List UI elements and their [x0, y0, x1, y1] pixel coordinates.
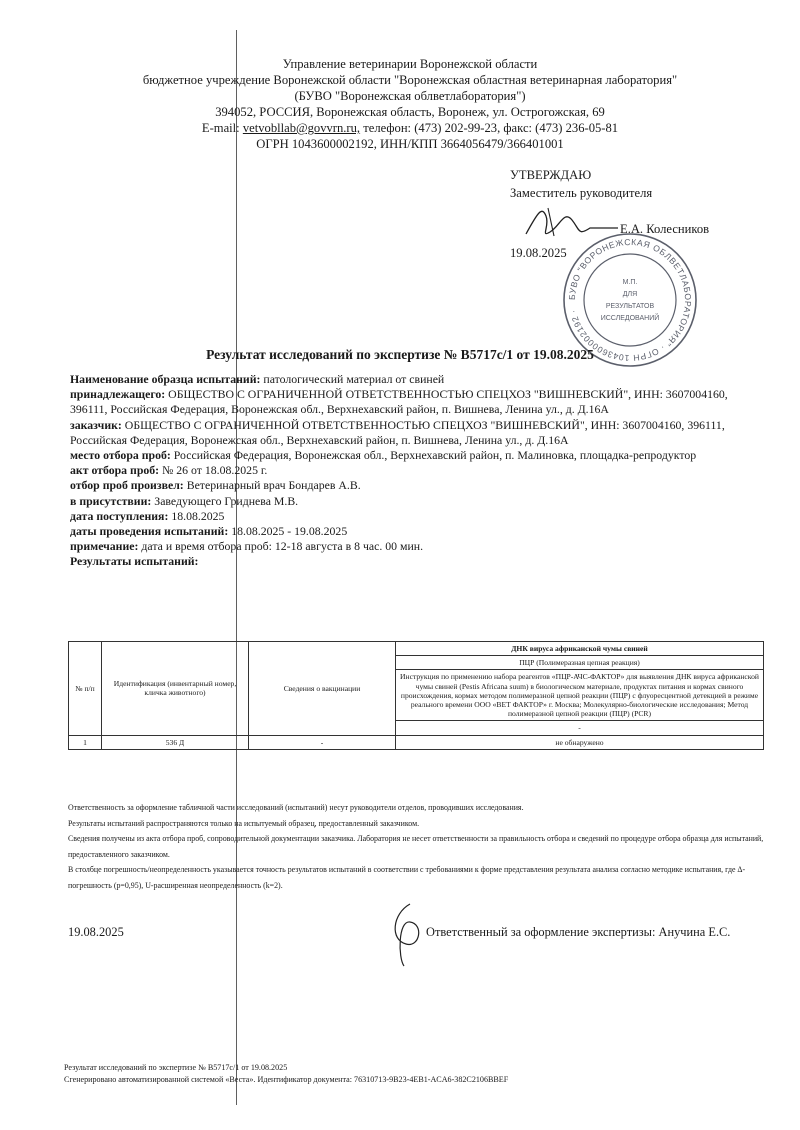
row-vaccination: - [249, 735, 396, 749]
test-dates-row [70, 524, 750, 539]
sample-info [70, 372, 750, 570]
seal-line-1: М.П. [622, 279, 638, 286]
footer-date: 19.08.2025 [68, 925, 124, 939]
owner-label: принадлежащего: [70, 387, 166, 402]
units-header: - [396, 721, 764, 735]
lab-short-name: (БУВО "Воронежская облветлаборатория") [294, 89, 526, 103]
table-row [69, 735, 764, 749]
act-row [70, 463, 750, 478]
customer-value: ОБЩЕСТВО С ОГРАНИЧЕННОЙ ОТВЕТСТВЕННОСТЬЮ СПЕЦХОЗ "ВИШНЕВСКИЙ", ИНН: 3607004160, 396111, Российская Федерация, Воронежская обл., Верхнехавский район, п. Вишнева, Ленина ул., д. Д.16А [70, 417, 725, 447]
row-num: 1 [69, 735, 102, 749]
presence-value: Заведующего Гриднева М.В. [154, 493, 299, 508]
sample-label: Наименование образца испытаний: [70, 372, 261, 386]
bottom-line-1: Результат исследований по экспертизе № В5717с/1 от 19.08.2025 [64, 1063, 288, 1072]
seal-line-4: ИССЛЕДОВАНИЙ [600, 315, 660, 322]
approval-date: 19.08.2025 [510, 246, 567, 260]
registration-numbers: ОГРН 1043600002192, ИНН/КПП 3664056479/366401001 [256, 137, 564, 151]
approver-position: Заместитель руководителя [510, 186, 653, 200]
phone-fax: телефон: (473) 202-99-23, факс: (473) 236-05-81 [363, 121, 619, 135]
lab-full-name: бюджетное учреждение Воронежской области "Воронежская областная ветеринарная лаборатория" [142, 73, 678, 87]
sampling-place-row [70, 448, 750, 463]
received-value: 18.08.2025 [171, 508, 225, 523]
bottom-line-2: Сгенерировано автоматизированной системой «Веста». Идентификатор документа: 76310713-9B23-4EB1-ACA6-382C2106BBEF [64, 1075, 509, 1084]
col-header-vaccination: Сведения о вакцинации [249, 642, 396, 736]
seal-line-3: РЕЗУЛЬТАТОВ [605, 303, 655, 310]
customer-label: заказчик: [70, 417, 122, 432]
owner-value: ОБЩЕСТВО С ОГРАНИЧЕННОЙ ОТВЕТСТВЕННОСТЬЮ СПЕЦХОЗ "ВИШНЕВСКИЙ", ИНН: 3607004160, 396111, Российская Федерация, Воронежская обл., Верхнехавский район, п. Вишнева, Ленина ул., д. Д.16А [70, 387, 728, 417]
presence-label: в присутствии: [70, 493, 152, 508]
sample-value: патологический материал от свиней [263, 372, 445, 386]
table-header-row-1 [69, 642, 764, 656]
test-dates-value: 18.08.2025 - 19.08.2025 [231, 524, 348, 539]
lab-address: 394052, РОССИЯ, Воронежская область, Воронеж, ул. Острогожская, 69 [215, 105, 605, 119]
sampled-by-value: Ветеринарный врач Бондарев А.В. [186, 478, 361, 493]
note-3: Сведения получены из акта отбора проб, сопроводительной документации заказчика. Лаборатория не несет ответственности за правильность отбора и сведений по процедуре отбора образца для испытаний, предоставленного заказчиком. [68, 834, 764, 859]
received-row [70, 509, 750, 524]
act-label: акт отбора проб: [70, 463, 160, 478]
note-row [70, 539, 750, 554]
svg-text:БУВО "ВОРОНЕЖСКАЯ ОБЛВЕТЛАБОРА [567, 237, 693, 363]
sample-row [70, 372, 750, 387]
received-label: дата поступления: [70, 508, 169, 523]
notes-block [68, 800, 768, 893]
row-id: 536 Д [102, 735, 249, 749]
test-name-header: ДНК вируса африканской чумы свиней [396, 642, 764, 656]
contacts-line [60, 120, 760, 136]
owner-row [70, 387, 750, 417]
method-full-header: Инструкция по применению набора реагентов «ПЦР-АЧС-ФАКТОР» для выявления ДНК вируса африканской чумы свиней (Pestis Africana suum) в биологическом материале, продуктах питания и кормах свиного происхождения, кормах методом полимеразной цепной реакции (ПЦР) с флуоресцентной детекцией в режиме реального времени ООО «ВЕТ ФАКТОР» г. Москва; Молекулярно-биологические исследования; Метод полимеразной цепной реакции (ПЦР) (PCR) [396, 670, 764, 721]
sampling-place-label: место отбора проб: [70, 448, 171, 463]
note-1: Ответственность за оформление табличной части исследований (испытаний) несут руководители отделов, проводивших исследования. [68, 803, 524, 812]
act-value: № 26 от 18.08.2025 г. [162, 463, 268, 478]
email-link[interactable]: vetvobllab@govvrn.ru, [242, 121, 361, 135]
row-result: не обнаружено [396, 735, 764, 749]
results-table [68, 641, 764, 750]
col-header-id: Идентификация (инвентарный номер, кличка животного) [102, 642, 249, 736]
sampled-by-row [70, 478, 750, 493]
agency-name: Управление ветеринарии Воронежской области [282, 57, 538, 71]
test-dates-label: даты проведения испытаний: [70, 524, 229, 539]
results-heading: Результаты испытаний: [70, 554, 199, 569]
sampling-place-value: Российская Федерация, Воронежская обл., Верхнехавский район, п. Малиновка, площадка-репродуктор [173, 448, 697, 463]
bottom-info [64, 1062, 508, 1086]
letterhead [60, 56, 760, 152]
note-value: дата и время отбора проб: 12-18 августа в 8 час. 00 мин. [141, 539, 424, 554]
approver-name: Е.А. Колесников [620, 222, 710, 236]
col-header-num: № п/п [69, 642, 102, 736]
seal-ring-text: БУВО "ВОРОНЕЖСКАЯ ОБЛВЕТЛАБОРАТОРИЯ" · ОГРН 1043600002192 · [566, 236, 694, 364]
seal-line-2: ДЛЯ [622, 291, 638, 298]
customer-row [70, 418, 750, 448]
note-4: В столбце погрешность/неопределенность указывается точность результатов испытаний в соответствии с требованиями к форме представления результата анализа согласно методике испытания, где Δ-погрешность (p=0,95), U-расширенная неопределенность (k=2). [68, 865, 746, 890]
note-label: примечание: [70, 539, 139, 554]
presence-row [70, 494, 750, 509]
responsible-person: Ответственный за оформление экспертизы: Анучина Е.С. [426, 925, 731, 939]
email-label: E-mail: [201, 121, 240, 135]
approval-title: УТВЕРЖДАЮ [510, 168, 592, 182]
sampled-by-label: отбор проб произвел: [70, 478, 184, 493]
method-short-header: ПЦР (Полимеразная цепная реакция) [396, 656, 764, 670]
note-2: Результаты испытаний распространяются только на испытуемый образец, предоставленный заказчиком. [68, 818, 420, 828]
document-title: Результат исследований по экспертизе № В5717с/1 от 19.08.2025 [206, 347, 594, 362]
